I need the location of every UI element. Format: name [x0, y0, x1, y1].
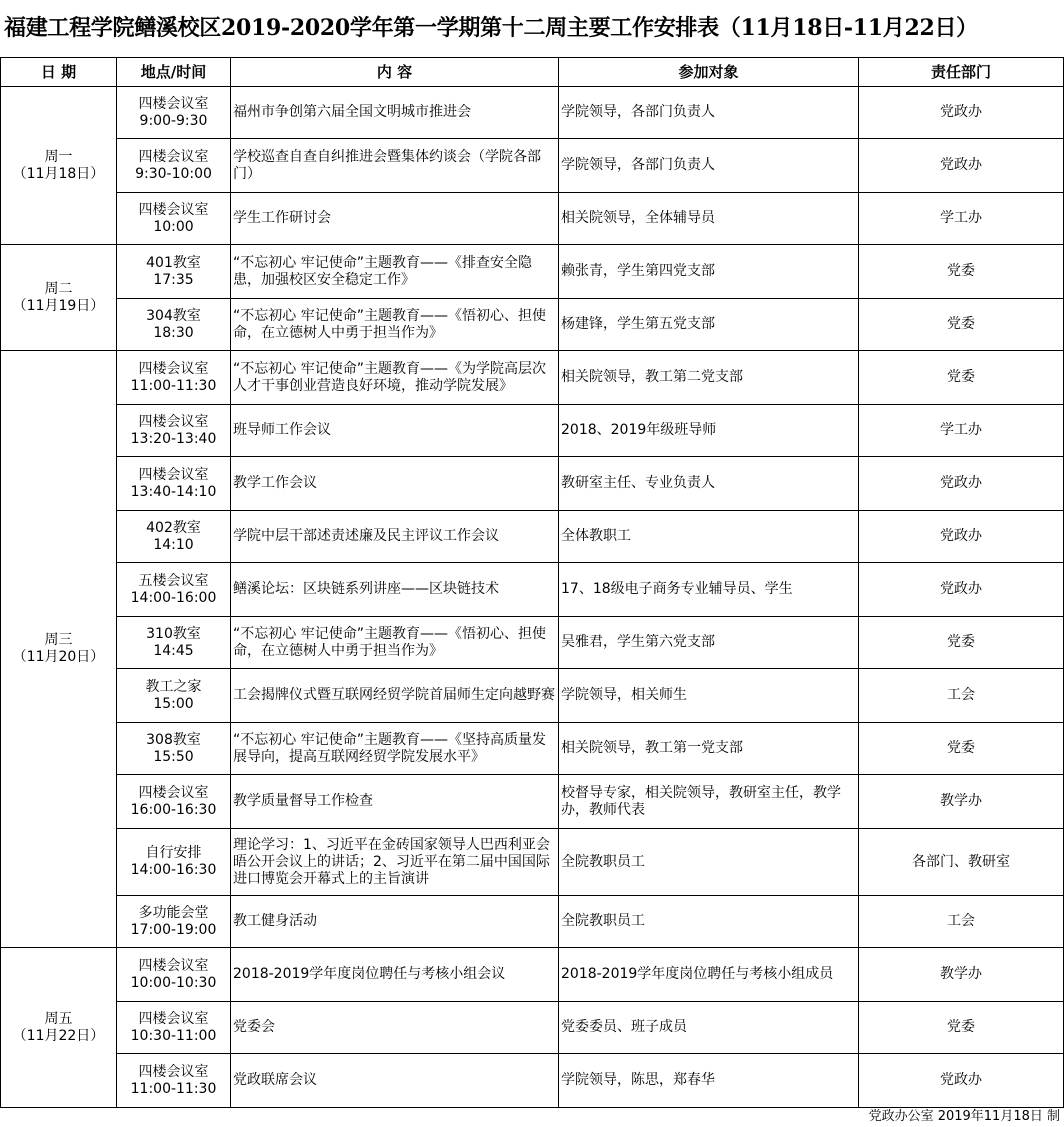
department-cell: 工会 [859, 669, 1064, 723]
content-cell: 学院中层干部述责述廉及民主评议工作会议 [231, 511, 559, 563]
table-row [1, 829, 1064, 896]
location-time: 10:00-10:30 [130, 974, 217, 991]
participants-cell: 17、18级电子商务专业辅导员、学生 [559, 563, 859, 617]
location-time: 9:30-10:00 [135, 165, 212, 182]
content-cell: “不忘初心 牢记使命”主题教育——《悟初心、担使命，在立德树人中勇于担当作为》 [231, 617, 559, 669]
location-place: 四楼会议室 [138, 957, 209, 974]
participants-cell: 杨建锋，学生第五党支部 [559, 299, 859, 351]
content-cell: 学生工作研讨会 [231, 193, 559, 245]
participants-cell: 2018、2019年级班导师 [559, 405, 859, 457]
department-cell: 党委 [859, 617, 1064, 669]
day-date: （11月18日） [12, 165, 105, 182]
day-date: （11月20日） [12, 649, 105, 665]
participants-cell: 教研室主任、专业负责人 [559, 457, 859, 511]
location-time: 16:00-16:30 [130, 801, 217, 818]
table-row [1, 139, 1064, 193]
location-time-cell [117, 457, 231, 511]
participants-cell: 赖张青，学生第四党支部 [559, 245, 859, 299]
location-time-cell [117, 1054, 231, 1108]
department-cell: 教学办 [859, 948, 1064, 1002]
header-participants: 参加对象 [559, 58, 859, 87]
content-cell: 教工健身活动 [231, 896, 559, 948]
content-cell: 班导师工作会议 [231, 405, 559, 457]
location-time: 14:45 [153, 642, 194, 659]
location-time: 14:00-16:30 [130, 862, 217, 878]
department-cell: 党政办 [859, 511, 1064, 563]
header-content: 内 容 [231, 58, 559, 87]
department-cell: 学工办 [859, 193, 1064, 245]
location-time-cell [117, 139, 231, 193]
content-cell: 教学工作会议 [231, 457, 559, 511]
table-row [1, 457, 1064, 511]
department-cell: 党政办 [859, 457, 1064, 511]
location-time: 14:10 [153, 536, 194, 553]
location-place: 四楼会议室 [138, 784, 209, 801]
department-cell: 工会 [859, 896, 1064, 948]
content-cell: 理论学习：1、习近平在金砖国家领导人巴西利亚会晤公开会议上的讲话；2、习近平在第二届中国国际进口博览会开幕式上的主旨演讲 [231, 829, 559, 896]
header-row [1, 58, 1064, 87]
content-cell: 福州市争创第六届全国文明城市推进会 [231, 87, 559, 139]
location-place: 教工之家 [145, 678, 202, 695]
location-place: 304教室 [146, 307, 201, 324]
location-place: 四楼会议室 [138, 360, 209, 377]
participants-cell: 学院领导，各部门负责人 [559, 139, 859, 193]
participants-cell: 全体教职工 [559, 511, 859, 563]
location-time: 13:40-14:10 [130, 483, 217, 500]
content-cell: 教学质量督导工作检查 [231, 775, 559, 829]
location-time-cell [117, 669, 231, 723]
participants-cell: 相关院领导，教工第一党支部 [559, 723, 859, 775]
location-time: 15:00 [153, 695, 194, 712]
participants-cell: 2018-2019学年度岗位聘任与考核小组成员 [559, 948, 859, 1002]
location-place: 多功能会堂 [138, 904, 209, 921]
table-row [1, 617, 1064, 669]
content-cell: 工会揭牌仪式暨互联网经贸学院首届师生定向越野赛 [231, 669, 559, 723]
department-cell: 党政办 [859, 563, 1064, 617]
table-row [1, 405, 1064, 457]
location-time: 11:00-11:30 [130, 1080, 217, 1097]
table-row [1, 775, 1064, 829]
participants-cell: 学院领导，各部门负责人 [559, 87, 859, 139]
header-department: 责任部门 [859, 58, 1064, 87]
department-cell: 党政办 [859, 139, 1064, 193]
content-cell: “不忘初心 牢记使命”主题教育——《悟初心、担使命，在立德树人中勇于担当作为》 [231, 299, 559, 351]
department-cell: 党委 [859, 1002, 1064, 1054]
location-time: 17:35 [153, 271, 194, 288]
participants-cell: 校督导专家，相关院领导，教研室主任，教学办，教师代表 [559, 775, 859, 829]
page-title: 福建工程学院鳝溪校区2019-2020学年第一学期第十二周主要工作安排表（11月18日-11月22日） [4, 15, 978, 41]
participants-cell: 学院领导，陈思，郑春华 [559, 1054, 859, 1108]
table-row [1, 193, 1064, 245]
day-cell [1, 351, 117, 948]
schedule-body [1, 87, 1064, 1108]
department-cell: 教学办 [859, 775, 1064, 829]
table-row [1, 948, 1064, 1002]
header-location-time: 地点/时间 [117, 58, 231, 87]
department-cell: 学工办 [859, 405, 1064, 457]
content-cell: 鳝溪论坛：区块链系列讲座——区块链技术 [231, 563, 559, 617]
location-time-cell [117, 617, 231, 669]
location-time-cell [117, 563, 231, 617]
location-time-cell [117, 896, 231, 948]
location-time-cell [117, 948, 231, 1002]
table-row [1, 563, 1064, 617]
location-time: 17:00-19:00 [130, 921, 217, 938]
participants-cell: 学院领导，相关师生 [559, 669, 859, 723]
participants-cell: 全院教职员工 [559, 829, 859, 896]
department-cell: 党政办 [859, 87, 1064, 139]
location-place: 五楼会议室 [138, 572, 209, 589]
content-cell: 2018-2019学年度岗位聘任与考核小组会议 [231, 948, 559, 1002]
location-time: 13:20-13:40 [130, 430, 217, 447]
department-cell: 党委 [859, 299, 1064, 351]
table-row [1, 896, 1064, 948]
location-place: 四楼会议室 [138, 1010, 209, 1027]
location-place: 四楼会议室 [138, 466, 209, 483]
day-date: （11月19日） [12, 297, 105, 314]
footer-note: 党政办公室 2019年11月18日 制 [868, 1109, 1060, 1124]
participants-cell: 党委委员、班子成员 [559, 1002, 859, 1054]
day-label: 周一 [44, 148, 73, 165]
location-place: 308教室 [146, 731, 201, 748]
location-time: 9:00-9:30 [139, 112, 208, 129]
day-label: 周五 [44, 1010, 73, 1027]
location-time-cell [117, 775, 231, 829]
location-place: 401教室 [146, 254, 201, 271]
table-row [1, 1054, 1064, 1108]
location-time: 11:00-11:30 [130, 377, 217, 394]
location-time-cell [117, 1002, 231, 1054]
location-place: 402教室 [146, 519, 201, 536]
location-time-cell [117, 87, 231, 139]
header-date: 日 期 [1, 58, 117, 87]
schedule-table [0, 57, 1064, 1108]
day-cell [1, 948, 117, 1108]
content-cell: “不忘初心 牢记使命”主题教育——《坚持高质量发展导向，提高互联网经贸学院发展水平》 [231, 723, 559, 775]
content-cell: 党政联席会议 [231, 1054, 559, 1108]
location-time-cell [117, 245, 231, 299]
content-cell: “不忘初心 牢记使命”主题教育——《为学院高层次人才干事创业营造良好环境，推动学院发展》 [231, 351, 559, 405]
location-time-cell [117, 829, 231, 896]
day-label: 周二 [44, 280, 73, 297]
location-time: 18:30 [153, 324, 194, 341]
day-label: 周三 [44, 632, 73, 648]
location-place: 四楼会议室 [138, 201, 209, 218]
location-place: 310教室 [146, 625, 201, 642]
table-row [1, 245, 1064, 299]
location-time-cell [117, 193, 231, 245]
table-row [1, 351, 1064, 405]
table-row [1, 669, 1064, 723]
table-row [1, 87, 1064, 139]
location-place: 四楼会议室 [138, 413, 209, 430]
location-place: 四楼会议室 [138, 95, 209, 112]
department-cell: 党委 [859, 723, 1064, 775]
department-cell: 党委 [859, 245, 1064, 299]
department-cell: 各部门、教研室 [859, 829, 1064, 896]
content-cell: 学校巡查自查自纠推进会暨集体约谈会（学院各部门） [231, 139, 559, 193]
table-row [1, 299, 1064, 351]
location-time-cell [117, 405, 231, 457]
participants-cell: 相关院领导，全体辅导员 [559, 193, 859, 245]
table-row [1, 511, 1064, 563]
department-cell: 党政办 [859, 1054, 1064, 1108]
location-time: 10:00 [153, 218, 194, 235]
participants-cell: 全院教职员工 [559, 896, 859, 948]
table-row [1, 1002, 1064, 1054]
location-time-cell [117, 351, 231, 405]
location-time-cell [117, 723, 231, 775]
location-place: 四楼会议室 [138, 148, 209, 165]
participants-cell: 吴雅君，学生第六党支部 [559, 617, 859, 669]
department-cell: 党委 [859, 351, 1064, 405]
location-place: 四楼会议室 [138, 1063, 209, 1080]
table-row [1, 723, 1064, 775]
content-cell: 党委会 [231, 1002, 559, 1054]
location-time-cell [117, 511, 231, 563]
location-time: 10:30-11:00 [130, 1027, 217, 1044]
location-time-cell [117, 299, 231, 351]
location-time: 14:00-16:00 [130, 589, 217, 606]
location-time: 15:50 [153, 748, 194, 765]
content-cell: “不忘初心 牢记使命”主题教育——《排查安全隐患，加强校区安全稳定工作》 [231, 245, 559, 299]
day-cell [1, 245, 117, 351]
day-date: （11月22日） [12, 1027, 105, 1044]
location-place: 自行安排 [145, 845, 202, 861]
participants-cell: 相关院领导，教工第二党支部 [559, 351, 859, 405]
day-cell [1, 87, 117, 245]
